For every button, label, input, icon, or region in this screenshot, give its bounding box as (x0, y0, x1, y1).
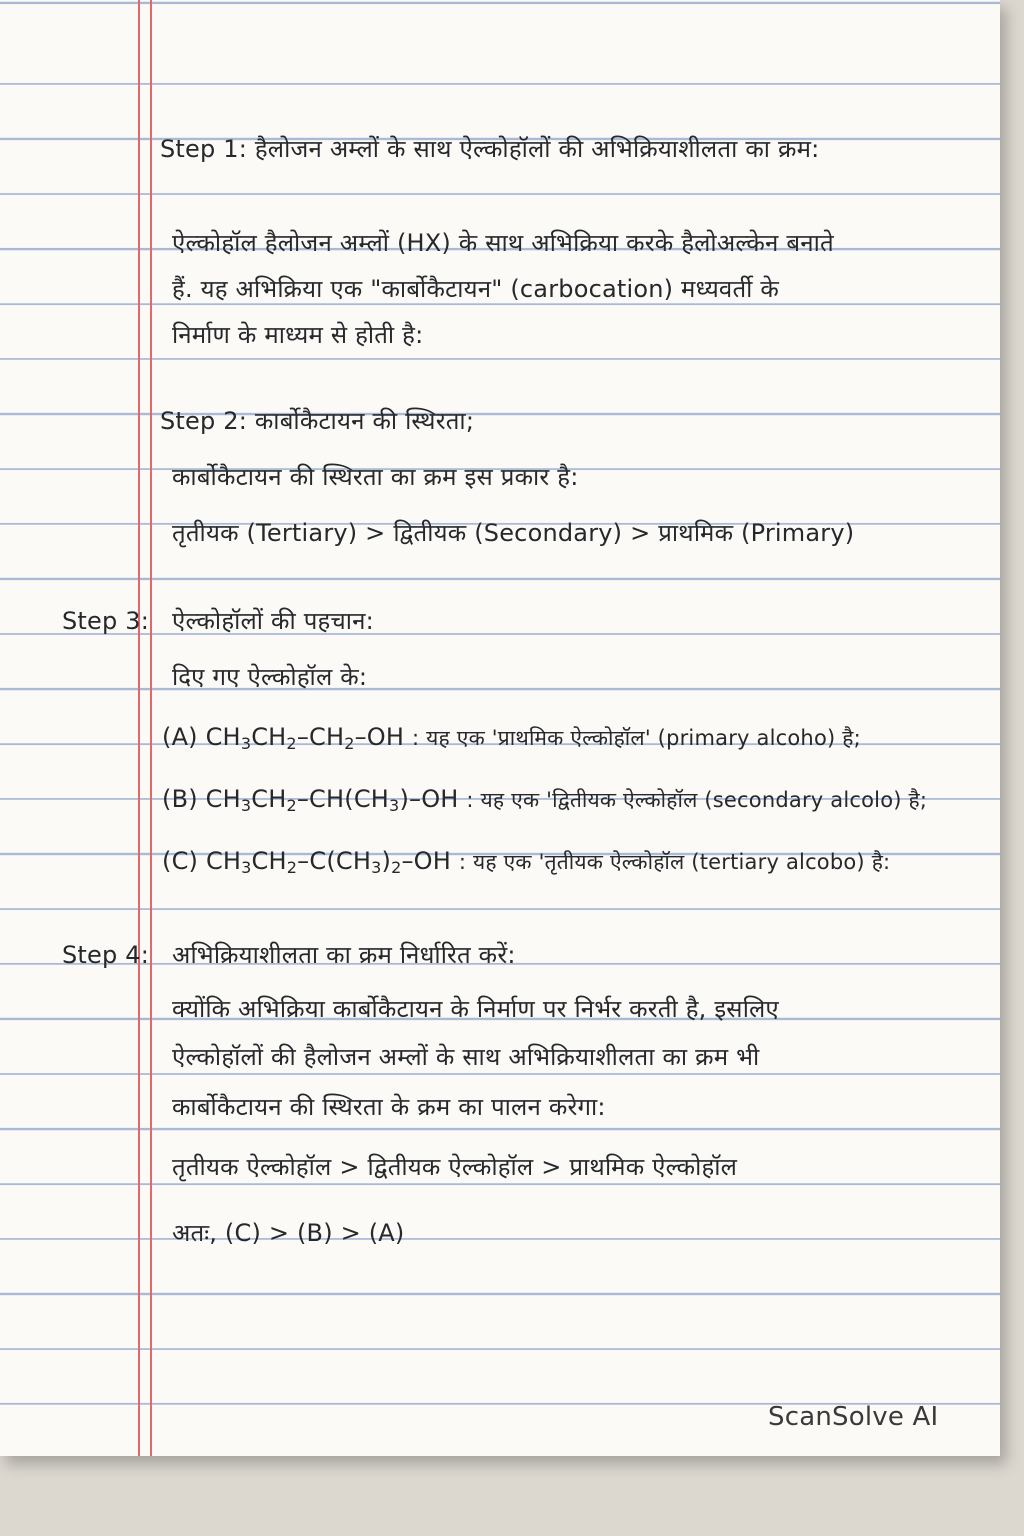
margin-line-right (150, 0, 152, 1456)
margin-line-left (138, 0, 140, 1456)
step1-para-line-2: हैं. यह अभिक्रिया एक "कार्बोकैटायन" (carbocation) मध्यवर्ती के (172, 275, 780, 303)
alcohol-a-description: : यह एक 'प्राथमिक ऐल्कोहॉल' (primary alcoho) है; (412, 726, 861, 750)
alcohol-c (162, 846, 890, 877)
step2-line-1: कार्बोकैटायन की स्थिरता का क्रम इस प्रकार है: (172, 463, 579, 491)
reactivity-order: तृतीयक ऐल्कोहॉल > द्वितीयक ऐल्कोहॉल > प्राथमिक ऐल्कोहॉल (172, 1153, 738, 1181)
alcohol-a-tag: (A) (162, 723, 198, 751)
step3-heading: ऐल्कोहॉलों की पहचान: (172, 607, 374, 635)
alcohol-b (162, 784, 927, 815)
step3-line-1: दिए गए ऐल्कोहॉल के: (172, 663, 368, 691)
step1-para-line-3: निर्माण के माध्यम से होती है: (172, 321, 424, 349)
step4-heading: अभिक्रियाशीलता का क्रम निर्धारित करें: (172, 941, 516, 969)
step4-label: Step 4: (62, 941, 150, 969)
final-answer: अतः, (C) > (B) > (A) (172, 1219, 405, 1247)
alcohol-b-formula: $CH_3CH_2-CH(CH_3)-OH$ (205, 785, 459, 815)
step1-heading: Step 1: हैलोजन अम्लों के साथ ऐल्कोहॉलों की अभिक्रियाशीलता का क्रम: (160, 135, 820, 163)
scansolve-watermark: ScanSolve AI (768, 1402, 939, 1432)
step4-para-line-3: कार्बोकैटायन की स्थिरता के क्रम का पालन करेगा: (172, 1093, 606, 1121)
step2-heading: Step 2: कार्बोकैटायन की स्थिरता; (160, 407, 475, 435)
alcohol-b-tag: (B) (162, 785, 198, 813)
alcohol-c-formula: $CH_3CH_2-C(CH_3)_2-OH$ (205, 847, 451, 877)
step4-para-line-2: ऐल्कोहॉलों की हैलोजन अम्लों के साथ अभिक्रियाशीलता का क्रम भी (172, 1043, 760, 1071)
alcohol-c-tag: (C) (162, 847, 199, 875)
step4-para-line-1: क्योंकि अभिक्रिया कार्बोकैटायन के निर्माण पर निर्भर करती है, इसलिए (172, 995, 779, 1023)
alcohol-c-description: : यह एक 'तृतीयक ऐल्कोहॉल (tertiary alcobo) है: (458, 850, 891, 874)
alcohol-b-description: : यह एक 'द्वितीयक ऐल्कोहॉल (secondary alcolo) है; (466, 788, 928, 812)
step3-label: Step 3: (62, 607, 150, 635)
step1-para-line-1: ऐल्कोहॉल हैलोजन अम्लों (HX) के साथ अभिक्रिया करके हैलोअल्केन बनाते (172, 229, 834, 257)
alcohol-a (162, 722, 861, 753)
alcohol-a-formula: $CH_3CH_2-CH_2-OH$ (205, 723, 405, 753)
step2-stability-order: तृतीयक (Tertiary) > द्वितीयक (Secondary) > प्राथमिक (Primary) (172, 519, 855, 547)
